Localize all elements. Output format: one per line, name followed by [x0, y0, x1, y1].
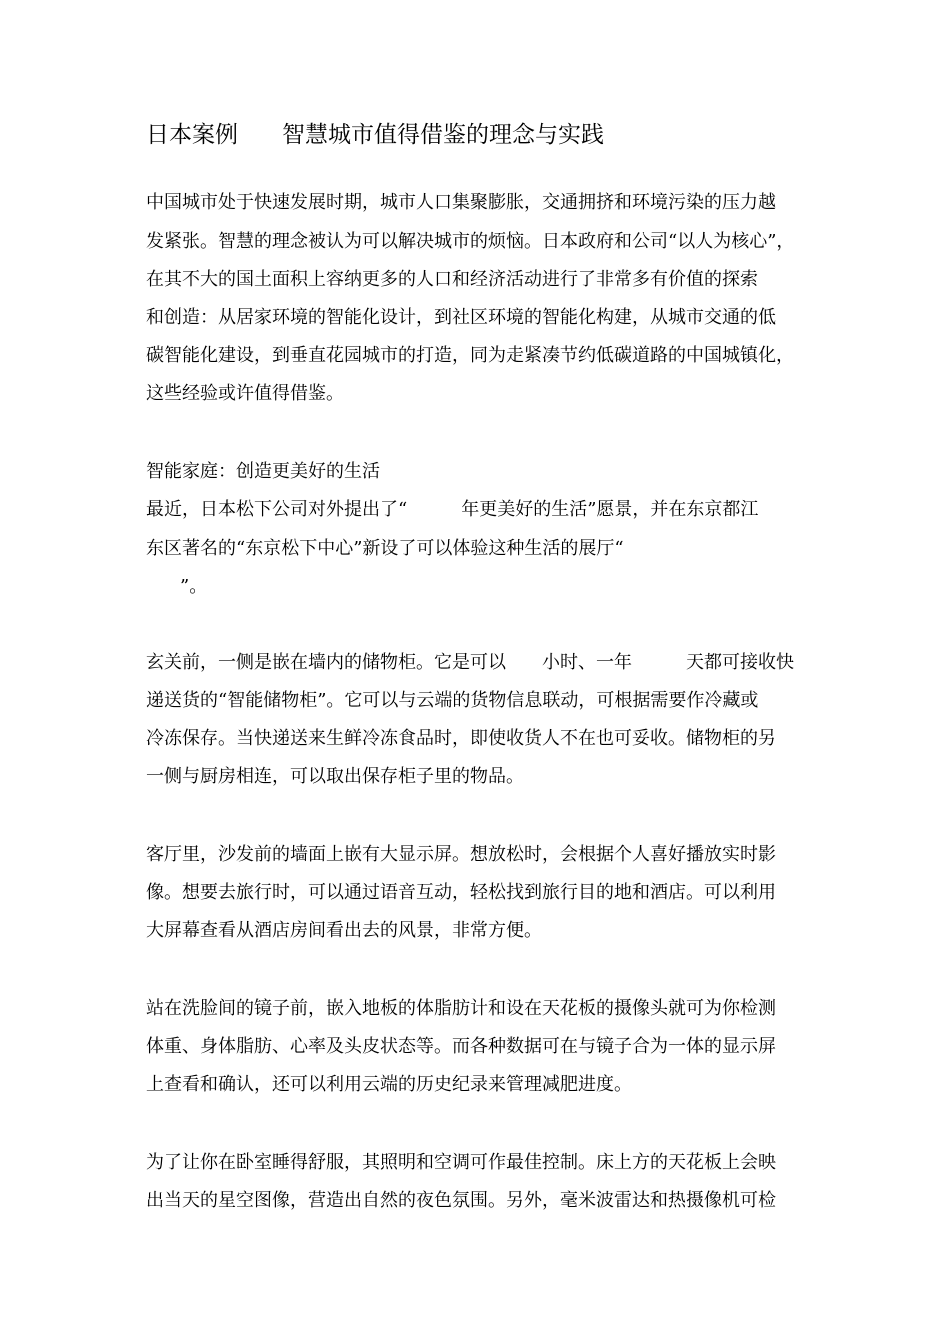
intro-line: 碳智能化建设，到垂直花园城市的打造，同为走紧凑节约低碳道路的中国城镇化，: [146, 345, 794, 366]
section-intro-line: ”。: [180, 576, 208, 597]
section-intro-line: 东区著名的“东京松下中心”新设了可以体验这种生活的展厅“: [146, 538, 624, 559]
living-line: 客厅里，沙发前的墙面上嵌有大显示屏。想放松时，会根据个人喜好播放实时影: [146, 844, 776, 865]
intro-line: 中国城市处于快速发展时期，城市人口集聚膨胀，交通拥挤和环境污染的压力越: [146, 192, 776, 213]
living-line: 像。想要去旅行时，可以通过语音互动，轻松找到旅行目的地和酒店。可以利用: [146, 882, 776, 903]
bedroom-line: 为了让你在卧室睡得舒服，其照明和空调可作最佳控制。床上方的天花板上会映: [146, 1152, 776, 1173]
entrance-line: 玄关前，一侧是嵌在墙内的储物柜。它是可以 小时、一年 天都可接收快: [146, 652, 794, 673]
title-left: 日本案例: [146, 122, 238, 148]
entrance-line: 递送货的“智能储物柜”。它可以与云端的货物信息联动，可根据需要作冷藏或: [146, 690, 759, 711]
living-line: 大屏幕查看从酒店房间看出去的风景，非常方便。: [146, 920, 542, 941]
bedroom-line: 出当天的星空图像，营造出自然的夜色氛围。另外，毫米波雷达和热摄像机可检: [146, 1190, 776, 1211]
document-title: [146, 118, 604, 152]
title-right: 智慧城市值得借鉴的理念与实践: [282, 122, 604, 148]
bathroom-line: 站在洗脸间的镜子前，嵌入地板的体脂肪计和设在天花板的摄像头就可为你检测: [146, 998, 776, 1019]
intro-line: 发紧张。智慧的理念被认为可以解决城市的烦恼。日本政府和公司“以人为核心”，: [146, 231, 795, 252]
intro-line: 在其不大的国土面积上容纳更多的人口和经济活动进行了非常多有价值的探索: [146, 269, 758, 290]
bathroom-line: 体重、身体脂肪、心率及头皮状态等。而各种数据可在与镜子合为一体的显示屏: [146, 1036, 776, 1057]
intro-line: 这些经验或许值得借鉴。: [146, 383, 344, 404]
section-heading: 智能家庭：创造更美好的生活: [146, 461, 380, 482]
bathroom-line: 上查看和确认，还可以利用云端的历史纪录来管理减肥进度。: [146, 1074, 632, 1095]
section-intro-line: 最近，日本松下公司对外提出了“ 年更美好的生活”愿景，并在东京都江: [146, 499, 759, 520]
entrance-line: 冷冻保存。当快递送来生鲜冷冻食品时，即使收货人不在也可妥收。储物柜的另: [146, 728, 776, 749]
intro-line: 和创造：从居家环境的智能化设计，到社区环境的智能化构建，从城市交通的低: [146, 307, 776, 328]
entrance-line: 一侧与厨房相连，可以取出保存柜子里的物品。: [146, 766, 524, 787]
